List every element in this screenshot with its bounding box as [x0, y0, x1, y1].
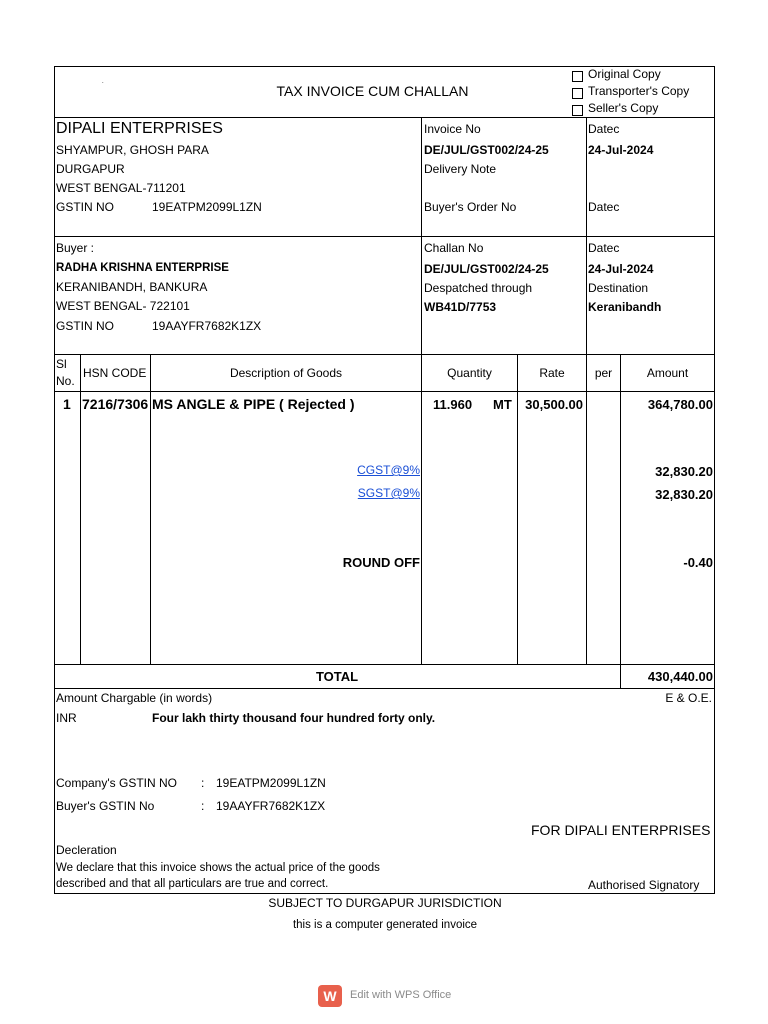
wps-watermark-text: Edit with WPS Office: [350, 989, 452, 1001]
buyer-name: RADHA KRISHNA ENTERPRISE: [56, 262, 229, 274]
buyer-gstin-label: GSTIN NO: [56, 319, 115, 333]
amount-in-words: Four lakh thirty thousand four hundred forty only.: [152, 711, 436, 725]
item-amount: 364,780.00: [647, 397, 713, 412]
item-quantity: 11.960: [433, 397, 473, 412]
challan-no-label: Challan No: [424, 241, 484, 255]
header-per: per: [594, 366, 613, 380]
item-rate: 30,500.00: [525, 397, 583, 412]
cgst-link[interactable]: CGST@9%: [357, 463, 420, 477]
invoice-no: DE/JUL/GST002/24-25: [424, 143, 549, 157]
page-title: TAX INVOICE CUM CHALLAN: [276, 83, 469, 99]
copy-label: Transporter's Copy: [588, 84, 690, 98]
declaration-label: Decleration: [56, 843, 117, 857]
declaration-line-1: We declare that this invoice shows the actual price of the goods: [56, 862, 380, 874]
roundoff-amount: -0.40: [683, 555, 713, 570]
item-unit: MT: [493, 397, 512, 412]
checkbox-icon[interactable]: [572, 105, 583, 116]
buyer-gstin-2: 19AAYFR7682K1ZX: [216, 799, 326, 813]
total-amount: 430,440.00: [647, 669, 713, 684]
seller-gstin: 19EATPM2099L1ZN: [152, 200, 262, 214]
seller-address-2: DURGAPUR: [56, 162, 125, 176]
declaration-line-2: described and that all particulars are true and correct.: [56, 878, 329, 890]
item-description: MS ANGLE & PIPE ( Rejected ): [152, 396, 355, 412]
header-quantity: Quantity: [447, 366, 492, 380]
header-hsn: HSN CODE: [83, 366, 147, 380]
colon: :: [201, 799, 205, 813]
dated-label: Datec: [588, 122, 620, 136]
buyer-address-2: WEST BENGAL- 722101: [56, 299, 190, 313]
destination-label: Destination: [588, 281, 649, 295]
total-label: TOTAL: [315, 669, 359, 684]
wps-logo-icon: W: [318, 985, 342, 1007]
challan-dated-label: Datec: [588, 241, 620, 255]
seller-address-1: SHYAMPUR, GHOSH PARA: [56, 143, 209, 157]
cgst-amount: 32,830.20: [655, 464, 713, 479]
buyer-address-1: KERANIBANDH, BANKURA: [56, 280, 208, 294]
buyer-label: Buyer :: [56, 241, 95, 255]
checkbox-icon[interactable]: [572, 71, 583, 82]
buyers-order-label: Buyer's Order No: [424, 200, 517, 214]
seller-gstin-label: GSTIN NO: [56, 200, 115, 214]
item-sl: 1: [63, 396, 71, 412]
despatched-value: WB41D/7753: [424, 300, 497, 314]
currency-label: INR: [56, 711, 77, 725]
header-amount: Amount: [646, 366, 689, 380]
company-gstin-label: Company's GSTIN NO: [56, 776, 177, 790]
header-description: Description of Goods: [229, 366, 343, 380]
amount-words-label: Amount Chargable (in words): [56, 691, 213, 705]
header-rate: Rate: [539, 366, 565, 380]
authorised-signatory: Authorised Signatory: [588, 878, 700, 892]
invoice-date: 24-Jul-2024: [588, 143, 654, 157]
colon: :: [201, 776, 205, 790]
sgst-amount: 32,830.20: [655, 487, 713, 502]
buyer-gstin: 19AAYFR7682K1ZX: [152, 319, 262, 333]
buyer-gstin-label-2: Buyer's GSTIN No: [56, 799, 155, 813]
eoe-label: E & O.E.: [665, 691, 712, 705]
challan-date: 24-Jul-2024: [588, 262, 654, 276]
challan-no: DE/JUL/GST002/24-25: [424, 262, 549, 276]
despatched-label: Despatched through: [424, 281, 533, 295]
for-company: FOR DIPALI ENTERPRISES: [531, 822, 711, 838]
copy-label: Seller's Copy: [588, 101, 659, 115]
sgst-link[interactable]: SGST@9%: [357, 486, 420, 500]
roundoff-label: ROUND OFF: [342, 555, 420, 570]
header-sl: Sl: [56, 357, 67, 371]
computer-generated-note: this is a computer generated invoice: [292, 919, 478, 931]
destination-value: Keranibandh: [588, 300, 662, 314]
seller-name: DIPALI ENTERPRISES: [56, 120, 223, 137]
invoice-no-label: Invoice No: [424, 122, 481, 136]
buyers-order-dated-label: Datec: [588, 200, 620, 214]
copy-label: Original Copy: [588, 67, 661, 81]
delivery-note-label: Delivery Note: [424, 162, 497, 176]
header-no: No.: [56, 374, 75, 388]
seller-address-3: WEST BENGAL-711201: [56, 181, 186, 195]
jurisdiction: SUBJECT TO DURGAPUR JURISDICTION: [268, 896, 502, 910]
item-hsn: 7216/7306: [82, 396, 149, 412]
company-gstin: 19EATPM2099L1ZN: [216, 776, 326, 790]
checkbox-icon[interactable]: [572, 88, 583, 99]
